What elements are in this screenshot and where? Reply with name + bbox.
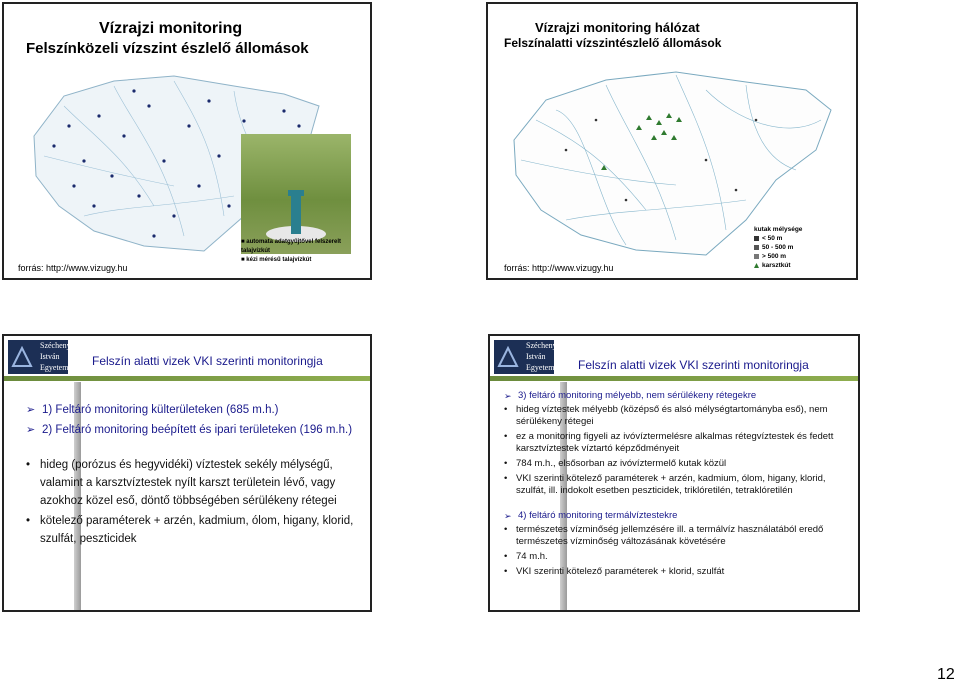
slide-body	[504, 390, 844, 581]
legend-item-manual: kézi mérésű talajvízkút	[246, 257, 312, 263]
list-item: ➢ 2) Feltáró monitoring beépített és ipari területeken (196 m.h.)	[26, 422, 356, 438]
slide-body	[26, 402, 356, 550]
slide-title: Vízrajzi monitoring	[99, 20, 243, 37]
source-text: forrás: http://www.vizugy.hu	[18, 263, 128, 273]
university-logo	[494, 340, 559, 374]
source-text: forrás: http://www.vizugy.hu	[504, 263, 614, 273]
header-divider	[490, 376, 858, 381]
slide-vki-monitoring-1	[2, 334, 372, 612]
dot-icon	[754, 254, 759, 259]
header-divider	[4, 376, 370, 381]
legend-item: karsztkút	[762, 262, 791, 269]
logo-line: Széchenyi	[526, 341, 559, 350]
logo-line: Széchenyi	[40, 341, 73, 350]
legend-item: < 50 m	[762, 235, 783, 242]
slide-title: Felszín alatti vizek VKI szerinti monitoringja	[578, 358, 809, 372]
map-legend	[754, 225, 802, 270]
slide-surface-water-stations	[2, 2, 372, 280]
bullet-item: • hideg (porózus és hegyvidéki) víztestek sekély mélységű, valamint a karsztvíztestek nyílt karszt területein lévő, vagy azokhoz közel eső, döntő többségében sérülékeny rétegei	[26, 456, 356, 510]
legend-title: kutak mélysége	[754, 226, 803, 233]
bullet-item: • 784 m.h., elsősorban az ivóvíztermelő kutak közül	[504, 458, 844, 470]
bullet-item: • VKI szerinti kötelező paraméterek + arzén, kadmium, ólom, higany, klorid, szulfát, ill. indokolt esetben peszticidek, triklóretilén, tetraklóretilén	[504, 473, 844, 497]
slide-groundwater-stations	[486, 2, 858, 280]
section-heading: ➢ 4) feltáró monitoring termálvíztestekre	[504, 510, 844, 522]
triangle-icon	[754, 263, 759, 268]
section-heading: ➢ 3) feltáró monitoring mélyebb, nem sérülékeny rétegekre	[504, 390, 844, 402]
slide-subtitle: Felszínalatti vízszintészlelő állomások	[504, 36, 722, 50]
list-item: ➢ 1) Feltáró monitoring külterületeken (685 m.h.)	[26, 402, 356, 418]
dot-icon	[754, 236, 759, 241]
bullet-item: • természetes vízminőség jellemzésére ill. a termálvíz használatából eredő természetes vízminőség változásának követésére	[504, 524, 844, 548]
bullet-item: • kötelező paraméterek + arzén, kadmium, ólom, higany, klorid, szulfát, peszticidek	[26, 512, 356, 548]
page-number: 12	[937, 666, 955, 683]
slide-vki-monitoring-2	[488, 334, 860, 612]
university-emblem-icon	[497, 346, 519, 368]
logo-line: István	[40, 352, 60, 361]
university-emblem-icon	[11, 346, 33, 368]
bullet-item: • VKI szerinti kötelező paraméterek + klorid, szulfát	[504, 566, 844, 578]
slide-title: Felszín alatti vizek VKI szerinti monitoringja	[92, 354, 323, 368]
logo-line: Egyetem	[40, 363, 69, 372]
legend-item: 50 - 500 m	[762, 244, 794, 251]
bullet-item: • hideg víztestek mélyebb (középső és alsó mélységtartományba eső), nem sérülékeny rétegei	[504, 404, 844, 428]
legend-item-automatic: automata adatgyűjtővel felszerelt talajvízkút	[241, 239, 341, 254]
bullet-item: • 74 m.h.	[504, 551, 844, 563]
logo-line: István	[526, 352, 546, 361]
map-legend: ■ automata adatgyűjtővel felszerelt talajvízkút ■ kézi mérésű talajvízkút	[241, 239, 341, 263]
slide-title: Vízrajzi monitoring hálózat	[535, 20, 700, 35]
well-photo	[241, 134, 351, 254]
legend-item: > 500 m	[762, 253, 787, 260]
logo-line: Egyetem	[526, 363, 555, 372]
bullet-item: • ez a monitoring figyeli az ivóvíztermelésre alkalmas rétegvíztestek és fedett karsztvíztestek víztartó képződményeit	[504, 431, 844, 455]
university-logo	[8, 340, 73, 374]
slide-subtitle: Felszínközeli vízszint észlelő állomások	[26, 40, 309, 57]
dot-icon	[754, 245, 759, 250]
